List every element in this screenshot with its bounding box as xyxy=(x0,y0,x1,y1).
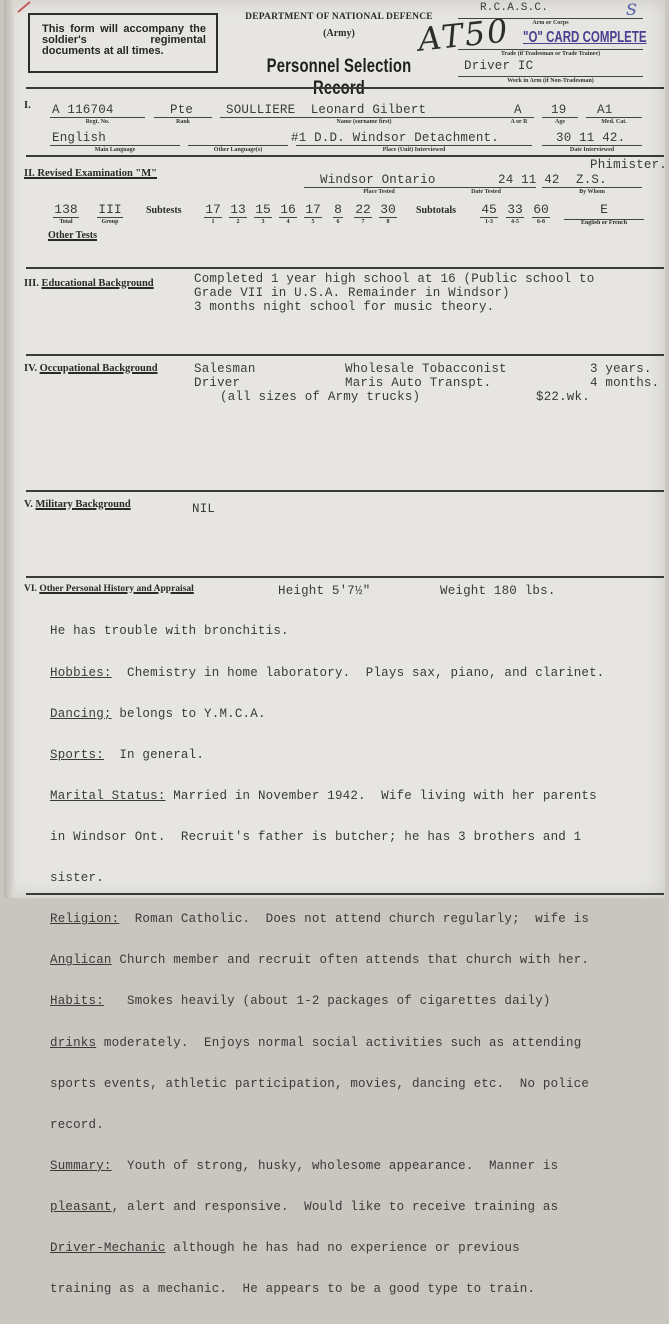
age-value: 19 xyxy=(551,103,567,117)
appraisal-value: Youth of strong, husky, wholesome appearance. Manner is xyxy=(111,1158,559,1173)
date-interviewed-line xyxy=(542,145,642,146)
appraisal-line xyxy=(50,995,605,1009)
appraisal-value: moderately. Enjoys normal social activities such as attending xyxy=(96,1035,582,1050)
name-line xyxy=(220,117,508,118)
appraisal-line xyxy=(50,1037,605,1051)
other-tests-label xyxy=(48,230,97,241)
date-tested-label: Date Tested xyxy=(471,189,501,195)
regt-no-value: A 116704 xyxy=(52,103,114,117)
occupation-job: Driver xyxy=(194,376,241,390)
interviewer-name: Phimister. xyxy=(590,158,668,172)
rank-line xyxy=(154,117,212,118)
subtotals-label: Subtotals xyxy=(416,205,457,216)
by-whom-line xyxy=(542,187,642,188)
other-language-line xyxy=(188,145,288,146)
subtest-key: 2 xyxy=(236,219,240,225)
subtests-row xyxy=(202,200,399,225)
subtest-key: 8 xyxy=(386,219,390,225)
occupation-wage: $22.wk. xyxy=(536,390,590,404)
group-label: Group xyxy=(101,219,119,225)
section-2-heading-text: II. Revised Examination "M" xyxy=(24,168,157,179)
appraisal-value: sister. xyxy=(50,871,104,886)
appraisal-value: He has trouble with bronchitis. xyxy=(50,624,289,639)
section-5-heading xyxy=(24,499,131,510)
occupation-duration: 4 months. xyxy=(590,376,660,390)
section-2-heading xyxy=(24,168,157,179)
appraisal-line xyxy=(50,1201,605,1215)
appraisal-line xyxy=(50,913,605,927)
regt-no-label: Regt. No. xyxy=(85,119,110,125)
section-6-heading-text: Other Personal History and Appraisal xyxy=(39,584,194,594)
education-line: 3 months night school for music theory. xyxy=(194,300,495,314)
other-tests-text: Other Tests xyxy=(48,230,97,241)
appraisal-line xyxy=(50,749,605,763)
main-language-label: Main Language xyxy=(94,147,136,153)
arm-or-corps-line xyxy=(458,18,643,19)
subtests-label: Subtests xyxy=(146,205,182,216)
subtest xyxy=(327,200,349,225)
appraisal-line xyxy=(50,1078,605,1092)
name-label: Name (surname first) xyxy=(336,119,392,125)
page-title: Personnel Selection Record xyxy=(266,56,412,99)
trade-label: Trade (if Tradesman or Trade Trainee) xyxy=(500,51,601,57)
a-or-r-line xyxy=(504,117,534,118)
occupation-note: (all sizes of Army trucks) xyxy=(220,390,421,404)
section-6-heading xyxy=(24,584,194,594)
subtest-key: 4 xyxy=(286,219,290,225)
subtotal xyxy=(504,200,526,225)
name-value: SOULLIERE Leonard Gilbert xyxy=(226,103,427,117)
weight-value: Weight 180 lbs. xyxy=(440,584,556,598)
divider xyxy=(26,893,664,895)
divider xyxy=(26,87,664,89)
main-language-line xyxy=(50,145,180,146)
total-value: 138 xyxy=(54,202,78,217)
subtotal-key: 1-3 xyxy=(485,219,493,225)
subtotal-value: 45 xyxy=(481,202,497,217)
appraisal-key: Habits: xyxy=(50,994,104,1009)
appraisal-line xyxy=(50,1119,605,1133)
arm-or-corps-value: R.C.A.S.C. xyxy=(480,2,549,14)
appraisal-key: pleasant xyxy=(50,1199,112,1214)
appraisal-key: Hobbies: xyxy=(50,665,112,680)
appraisal-key: Summary: xyxy=(50,1158,112,1173)
appraisal-value: Church member and recruit often attends that church with her. xyxy=(111,953,590,968)
total-label: Total xyxy=(59,219,73,225)
place-interviewed-label: Place (Unit) Interviewed xyxy=(382,147,446,153)
occupation-duration: 3 years. xyxy=(590,362,652,376)
english-or-french xyxy=(564,200,644,226)
subtest-key: 5 xyxy=(311,219,315,225)
appraisal-value: Chemistry in home laboratory. Plays sax, piano, and clarinet. xyxy=(111,665,605,680)
rank-label: Rank xyxy=(175,119,190,125)
subtest-key: 3 xyxy=(261,219,265,225)
subtest xyxy=(252,200,274,225)
a-or-r-value: A xyxy=(514,103,522,117)
red-pen-mark xyxy=(17,1,31,13)
med-cat-value: A1 xyxy=(597,103,613,117)
subtest-value: 17 xyxy=(205,202,221,217)
place-tested-label: Place Tested xyxy=(363,189,395,195)
by-whom-label: By Whom xyxy=(579,189,605,195)
date-interviewed-label: Date Interviewed xyxy=(569,147,615,153)
appraisal-line xyxy=(50,625,605,639)
subtest-key: 1 xyxy=(211,219,215,225)
date-tested-value: 24 11 42 xyxy=(498,173,560,187)
department-name: DEPARTMENT OF NATIONAL DEFENCE xyxy=(245,12,433,22)
branch-name: (Army) xyxy=(323,28,355,39)
military-background-value: NIL xyxy=(192,502,216,516)
appraisal-line xyxy=(50,1242,605,1256)
appraisal-key: Religion: xyxy=(50,912,120,927)
subtotal-key: 6-8 xyxy=(537,219,545,225)
work-in-arm-label: Work in Arm (if Non-Tradesman) xyxy=(507,78,594,84)
appraisal-line xyxy=(50,954,605,968)
appraisal-value: Married in November 1942. Wife living with her parents xyxy=(165,788,597,803)
total-score xyxy=(48,200,84,225)
group-value: III xyxy=(98,202,122,217)
date-tested-line xyxy=(436,187,536,188)
subtest-value: 22 xyxy=(355,202,371,217)
subtotal-value: 33 xyxy=(507,202,523,217)
place-tested-value: Windsor Ontario xyxy=(320,173,436,187)
appraisal-value: belongs to Y.M.C.A. xyxy=(111,706,266,721)
section-6-numeral: VI. xyxy=(24,584,37,594)
place-interviewed-value: #1 D.D. Windsor Detachment. xyxy=(291,131,499,145)
subtotals-row xyxy=(478,200,552,225)
personnel-selection-record xyxy=(4,0,668,1297)
section-5-numeral: V. xyxy=(24,499,33,510)
paper-edge xyxy=(4,0,14,898)
appraisal-value: in Windsor Ont. Recruit's father is butcher; he has 3 brothers and 1 xyxy=(50,829,582,844)
appraisal-line xyxy=(50,831,605,845)
section-1-numeral: I. xyxy=(24,100,31,111)
appraisal-key: Driver-Mechanic xyxy=(50,1241,166,1256)
appraisal-key: Anglican xyxy=(50,953,112,968)
section-3-numeral: III. xyxy=(24,278,39,289)
appraisal-line xyxy=(50,708,605,722)
appraisal-value: training as a mechanic. He appears to be a good type to train. xyxy=(50,1282,536,1297)
subtest-value: 17 xyxy=(305,202,321,217)
divider xyxy=(26,576,664,578)
place-tested-line xyxy=(304,187,454,188)
card-complete-stamp: "O" CARD COMPLETE xyxy=(523,29,647,46)
appraisal-line xyxy=(50,667,605,681)
notice-box: This form will accompany the soldier's regimental documents at all times. xyxy=(28,13,218,73)
section-4-numeral: IV. xyxy=(24,363,37,374)
work-in-arm-line xyxy=(458,76,643,77)
subtest-key: 6 xyxy=(336,219,340,225)
subtest xyxy=(227,200,249,225)
appraisal-value: record. xyxy=(50,1117,104,1132)
appraisal-value: sports events, athletic participation, movies, dancing etc. No police xyxy=(50,1076,590,1091)
subtotal-value: 60 xyxy=(533,202,549,217)
appraisal-key: drinks xyxy=(50,1035,97,1050)
appraisal-line xyxy=(50,872,605,886)
appraisal-key: Dancing; xyxy=(50,706,112,721)
subtotal xyxy=(530,200,552,225)
other-language-label: Other Language(s) xyxy=(213,147,263,153)
by-whom-value: Z.S. xyxy=(576,173,607,187)
a-or-r-label: A or R xyxy=(510,119,528,125)
subtest xyxy=(277,200,299,225)
divider xyxy=(26,354,664,356)
med-cat-line xyxy=(586,117,642,118)
subtest xyxy=(377,200,399,225)
subtotal xyxy=(478,200,500,225)
subtest-value: 16 xyxy=(280,202,296,217)
regt-no-line xyxy=(50,117,145,118)
english-or-french-value: E xyxy=(600,202,608,217)
section-3-heading xyxy=(24,278,154,289)
appraisal-value: although he has had no experience or previous xyxy=(165,1241,520,1256)
appraisal-line xyxy=(50,1283,605,1297)
subtest-value: 15 xyxy=(255,202,271,217)
corner-mark: S xyxy=(626,0,637,19)
section-4-heading-text: Occupational Background xyxy=(39,363,158,374)
subtest xyxy=(302,200,324,225)
appraisal-value: , alert and responsive. Would like to receive training as xyxy=(111,1199,559,1214)
appraisal-value: Smokes heavily (about 1-2 packages of cigarettes daily) xyxy=(103,994,551,1009)
divider xyxy=(26,267,664,269)
main-language-value: English xyxy=(52,131,106,145)
divider xyxy=(26,155,664,157)
occupation-employer: Wholesale Tobacconist xyxy=(345,362,507,376)
appraisal-line xyxy=(50,1160,605,1174)
section-3-heading-text: Educational Background xyxy=(41,278,154,289)
subtest-value: 13 xyxy=(230,202,246,217)
subtotal-key: 4-5 xyxy=(511,219,519,225)
appraisal-key: Marital Status: xyxy=(50,788,166,803)
date-interviewed-value: 30 11 42. xyxy=(556,131,626,145)
section-5-heading-text: Military Background xyxy=(35,499,131,510)
age-label: Age xyxy=(555,119,565,125)
appraisal-text xyxy=(50,598,605,1324)
divider xyxy=(26,490,664,492)
work-in-arm-value: Driver IC xyxy=(464,59,534,73)
place-interviewed-line xyxy=(296,145,532,146)
education-line: Grade VII in U.S.A. Remainder in Windsor) xyxy=(194,286,510,300)
subtest-value: 8 xyxy=(334,202,342,217)
appraisal-value: In general. xyxy=(103,747,205,762)
handwritten-code: AT50 xyxy=(416,11,512,59)
rank-value: Pte xyxy=(170,103,194,117)
subtest-key: 7 xyxy=(361,219,365,225)
subtest xyxy=(352,200,374,225)
age-line xyxy=(542,117,578,118)
occupation-employer: Maris Auto Transpt. xyxy=(345,376,492,390)
education-line: Completed 1 year high school at 16 (Public school to xyxy=(194,272,595,286)
subtest-value: 30 xyxy=(380,202,396,217)
arm-or-corps-label: Arm or Corps xyxy=(532,20,569,26)
appraisal-line xyxy=(50,790,605,804)
subtest xyxy=(202,200,224,225)
height-value: Height 5'7½" xyxy=(278,584,371,598)
appraisal-value: Roman Catholic. Does not attend church regularly; wife is xyxy=(119,912,590,927)
english-or-french-label: English or French xyxy=(564,219,644,226)
group-score xyxy=(90,200,130,225)
med-cat-label: Med. Cat. xyxy=(601,119,627,125)
trade-line xyxy=(458,49,643,50)
appraisal-key: Sports: xyxy=(50,747,104,762)
section-4-heading xyxy=(24,363,158,374)
occupation-job: Salesman xyxy=(194,362,256,376)
